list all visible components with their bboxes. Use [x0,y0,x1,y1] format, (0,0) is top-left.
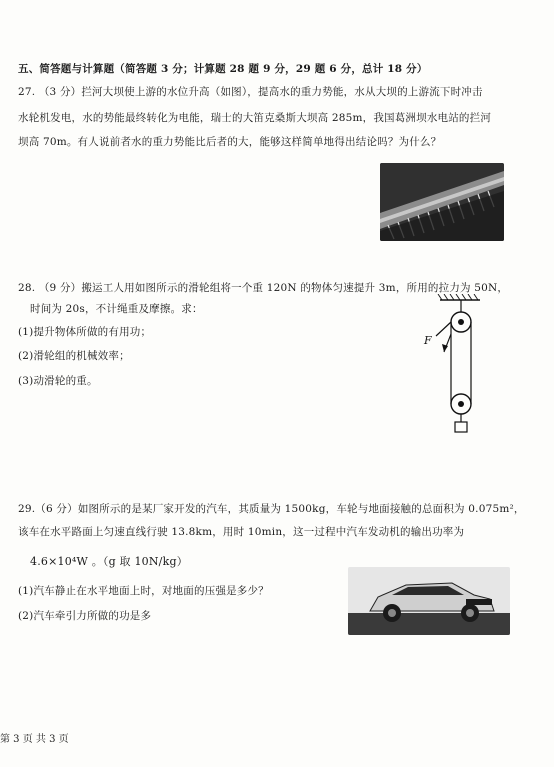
q29-line-1: 29.（6 分）如图所示的是某厂家开发的汽车，其质量为 1500kg，车轮与地面接触的总面积为 0.075m²， [18,503,525,515]
dam-photo [380,163,504,241]
page-footer: 第 3 页 共 3 页 [0,734,69,745]
q29-sub-1: (1)汽车静止在水平地面上时，对地面的压强是多少？ [18,585,269,597]
q27-line-2: 水轮机发电，水的势能最终转化为电能，瑞士的大笛克桑斯大坝高 285m，我国葛洲坝水电站的拦河 [18,112,492,124]
q28-sub-1: (1)提升物体所做的有用功； [18,326,152,338]
car-photo [348,567,510,635]
q27-line-1: 27. （3 分）拦河大坝使上游的水位升高（如图），提高水的重力势能，水从大坝的上游流下时冲击 [18,86,483,98]
dam-illustration [380,163,504,241]
q29-line-2: 该车在水平路面上匀速直线行驶 13.8km，用时 10min，这一过程中汽车发动机的输出功率为 [18,526,465,538]
q29-line-3: 4.6×10⁴W 。（g 取 10N/kg） [30,555,188,568]
pulley-diagram [418,294,492,436]
q28-sub-3: (3)动滑轮的重。 [18,375,98,387]
section-title: 五、简答题与计算题（简答题 3 分；计算题 28 题 9 分，29 题 6 分，总计 18 分） [18,63,428,75]
q27-line-3: 坝高 70m。有人说前者水的重力势能比后者的大，能够这样简单地得出结论吗？为什么？ [18,136,442,148]
force-label: F [424,334,432,347]
car-illustration [348,567,510,635]
q29-sub-2: (2)汽车牵引力所做的功是多 [18,610,152,622]
q28-line-2: 时间为 20s，不计绳重及摩擦。求： [30,303,203,315]
q28-line-1: 28. （9 分）搬运工人用如图所示的滑轮组将一个重 120N 的物体匀速提升 3m，所用的拉力为 50N， [18,282,509,294]
q28-sub-2: (2)滑轮组的机械效率； [18,350,130,362]
